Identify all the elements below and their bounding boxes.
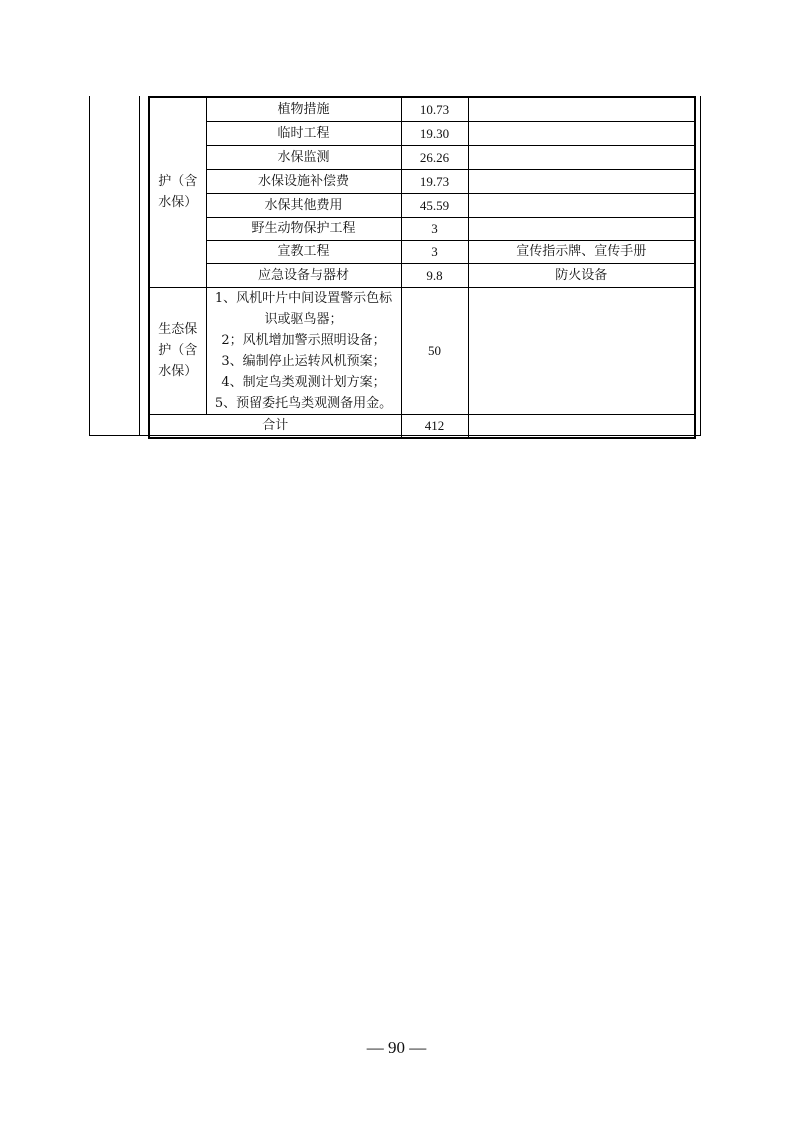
column-divider bbox=[139, 96, 140, 436]
list-item: 2；风机增加警示照明设备； bbox=[221, 332, 386, 348]
note-cell bbox=[468, 145, 695, 169]
table-row-total bbox=[149, 414, 695, 438]
table-row bbox=[149, 263, 695, 287]
category-cell: 护（含水保） bbox=[149, 97, 206, 287]
amount-cell: 45.59 bbox=[401, 193, 468, 217]
list-item: 4、制定鸟类观测计划方案； bbox=[221, 374, 386, 390]
amount-cell: 3 bbox=[401, 217, 468, 240]
table-row bbox=[149, 145, 695, 169]
table-row bbox=[149, 97, 695, 121]
amount-cell: 50 bbox=[401, 287, 468, 414]
item-cell: 水保设施补偿费 bbox=[206, 169, 401, 193]
item-cell: 水保监测 bbox=[206, 145, 401, 169]
list-item: 1、风机叶片中间设置警示色标识或驱鸟器； bbox=[214, 290, 393, 327]
table-row-eco bbox=[149, 287, 695, 414]
table-row bbox=[149, 240, 695, 263]
table-row bbox=[149, 169, 695, 193]
total-label-cell: 合计 bbox=[149, 414, 401, 438]
note-cell bbox=[468, 217, 695, 240]
list-item: 3、编制停止运转风机预案； bbox=[221, 353, 386, 369]
item-cell: 宣教工程 bbox=[206, 240, 401, 263]
note-cell: 防火设备 bbox=[468, 263, 695, 287]
note-cell bbox=[468, 169, 695, 193]
amount-cell: 9.8 bbox=[401, 263, 468, 287]
item-cell: 水保其他费用 bbox=[206, 193, 401, 217]
budget-table bbox=[148, 96, 696, 439]
category-cell-eco: 生态保护（含水保） bbox=[149, 287, 206, 414]
item-cell: 植物措施 bbox=[206, 97, 401, 121]
note-cell bbox=[468, 287, 695, 414]
amount-cell: 19.73 bbox=[401, 169, 468, 193]
amount-cell: 19.30 bbox=[401, 121, 468, 145]
table-row bbox=[149, 121, 695, 145]
amount-cell: 3 bbox=[401, 240, 468, 263]
amount-cell: 10.73 bbox=[401, 97, 468, 121]
note-cell: 宣传指示牌、宣传手册 bbox=[468, 240, 695, 263]
table-row bbox=[149, 217, 695, 240]
item-cell: 野生动物保护工程 bbox=[206, 217, 401, 240]
note-cell bbox=[468, 97, 695, 121]
amount-cell: 26.26 bbox=[401, 145, 468, 169]
list-item: 5、预留委托鸟类观测备用金。 bbox=[214, 395, 393, 411]
note-cell bbox=[468, 193, 695, 217]
page-number: — 90 — bbox=[366, 1038, 427, 1057]
table-row bbox=[149, 193, 695, 217]
note-cell bbox=[468, 414, 695, 438]
note-cell bbox=[468, 121, 695, 145]
item-cell: 临时工程 bbox=[206, 121, 401, 145]
total-amount-cell: 412 bbox=[401, 414, 468, 438]
eco-measures-cell bbox=[206, 287, 401, 414]
item-cell: 应急设备与器材 bbox=[206, 263, 401, 287]
